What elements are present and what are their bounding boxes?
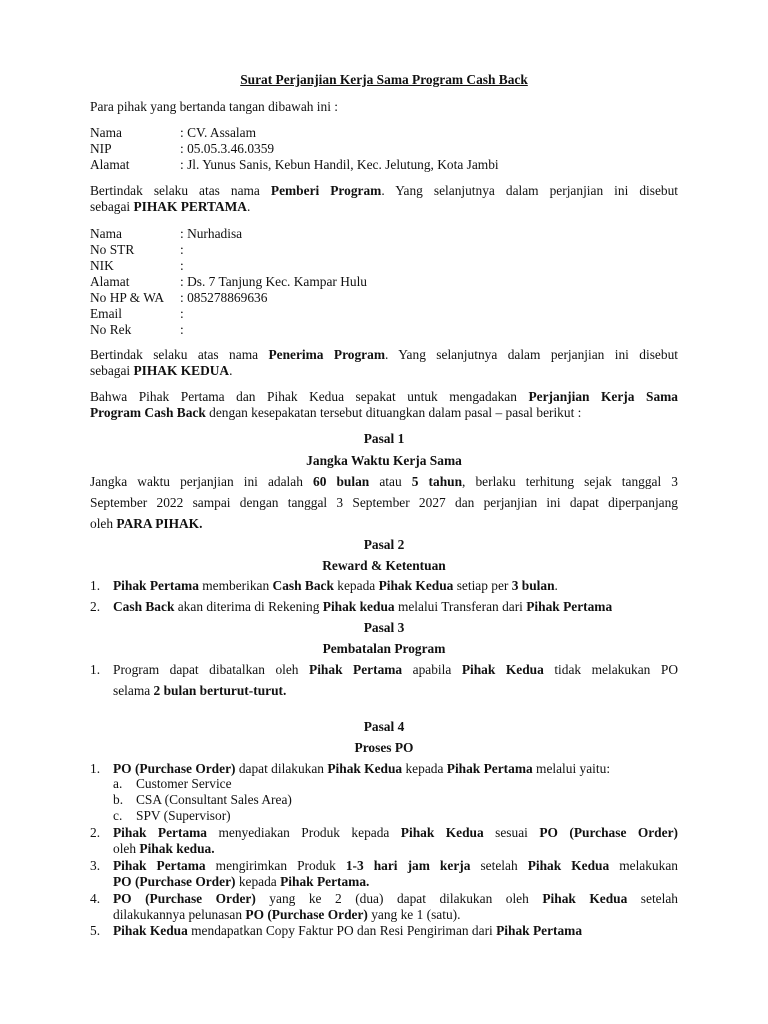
party2-row-phone bbox=[90, 290, 678, 306]
field-value: : bbox=[180, 306, 184, 321]
field-label: Nama bbox=[90, 125, 122, 140]
party1-row-name bbox=[90, 125, 678, 141]
field-value: : CV. Assalam bbox=[180, 125, 257, 140]
field-label: No HP & WA bbox=[90, 290, 165, 305]
intro-text: Para pihak yang bertanda tangan dibawah ini : bbox=[90, 99, 339, 114]
pasal3-item-1-cont: selama 2 bulan berturut-turut. bbox=[113, 683, 287, 698]
agreement-line-2: Program Cash Back dengan kesepakatan tersebut dituangkan dalam pasal – pasal berikut : bbox=[90, 405, 582, 420]
field-value: : 085278869636 bbox=[180, 290, 268, 305]
field-value: : bbox=[180, 322, 184, 337]
field-label: Email bbox=[90, 306, 122, 321]
pasal3-subheading: Pembatalan Program bbox=[322, 641, 446, 656]
pasal4-item-4-cont: dilakukannya pelunasan PO (Purchase Order) yang ke 1 (satu). bbox=[113, 907, 461, 922]
field-value: : Jl. Yunus Sanis, Kebun Handil, Kec. Jelutung, Kota Jambi bbox=[180, 157, 499, 172]
field-label: NIP bbox=[90, 141, 112, 156]
field-value: : 05.05.3.46.0359 bbox=[180, 141, 275, 156]
party2-row-name bbox=[90, 226, 678, 242]
pasal4-subitem-c: c. SPV (Supervisor) bbox=[113, 808, 231, 823]
pasal3-item-1: 1. Program dapat dibatalkan oleh Pihak Pertama apabila Pihak Kedua tidak melakukan PO bbox=[90, 662, 678, 677]
field-label: No Rek bbox=[90, 322, 132, 337]
party2-description-2: sebagai PIHAK KEDUA. bbox=[90, 363, 233, 378]
pasal2-item-1: 1. Pihak Pertama memberikan Cash Back kepada Pihak Kedua setiap per 3 bulan. bbox=[90, 578, 558, 593]
party2-row-nik bbox=[90, 258, 678, 274]
pasal2-subheading: Reward & Ketentuan bbox=[322, 558, 446, 573]
field-label: No STR bbox=[90, 242, 135, 257]
field-value: : bbox=[180, 258, 184, 273]
pasal1-line-2: September 2022 sampai dengan tanggal 3 September 2027 dan perjanjian ini dapat diperpanjang bbox=[90, 495, 678, 510]
field-value: : Nurhadisa bbox=[180, 226, 243, 241]
party2-row-account bbox=[90, 322, 678, 338]
party2-description: Bertindak selaku atas nama Penerima Program. Yang selanjutnya dalam perjanjian ini disebut bbox=[90, 347, 678, 362]
field-label: Alamat bbox=[90, 274, 130, 289]
party2-row-address bbox=[90, 274, 678, 290]
pasal4-item-4: 4. PO (Purchase Order) yang ke 2 (dua) dapat dilakukan oleh Pihak Kedua setelah bbox=[90, 891, 678, 906]
pasal1-line-3: oleh PARA PIHAK. bbox=[90, 516, 203, 531]
pasal4-item-2-cont: oleh Pihak kedua. bbox=[113, 841, 215, 856]
pasal2-item-2: 2. Cash Back akan diterima di Rekening Pihak kedua melalui Transferan dari Pihak Pertama bbox=[90, 599, 613, 614]
party1-description: Bertindak selaku atas nama Pemberi Program. Yang selanjutnya dalam perjanjian ini disebut bbox=[90, 183, 678, 198]
pasal4-item-5: 5. Pihak Kedua mendapatkan Copy Faktur PO dan Resi Pengiriman dari Pihak Pertama bbox=[90, 923, 583, 938]
pasal4-item-2: 2. Pihak Pertama menyediakan Produk kepada Pihak Kedua sesuai PO (Purchase Order) bbox=[90, 825, 678, 840]
party1-row-nip bbox=[90, 141, 678, 157]
pasal4-subitem-a: a. Customer Service bbox=[113, 776, 232, 791]
pasal1-line-1: Jangka waktu perjanjian ini adalah 60 bulan atau 5 tahun, berlaku terhitung sejak tanggal 3 bbox=[90, 474, 678, 489]
pasal4-subheading: Proses PO bbox=[354, 740, 414, 755]
pasal1-subheading: Jangka Waktu Kerja Sama bbox=[306, 453, 462, 468]
document-title: Surat Perjanjian Kerja Sama Program Cash Back bbox=[240, 72, 528, 87]
party2-row-str bbox=[90, 242, 678, 258]
party2-row-email bbox=[90, 306, 678, 322]
party1-row-address bbox=[90, 157, 678, 173]
field-label: Alamat bbox=[90, 157, 130, 172]
agreement-line-1: Bahwa Pihak Pertama dan Pihak Kedua sepakat untuk mengadakan Perjanjian Kerja Sama bbox=[90, 389, 678, 404]
pasal4-heading: Pasal 4 bbox=[363, 719, 405, 734]
field-label: Nama bbox=[90, 226, 122, 241]
field-value: : bbox=[180, 242, 184, 257]
pasal1-heading: Pasal 1 bbox=[363, 431, 405, 446]
pasal4-subitem-b: b. CSA (Consultant Sales Area) bbox=[113, 792, 292, 807]
party1-description-2: sebagai PIHAK PERTAMA. bbox=[90, 199, 251, 214]
field-value: : Ds. 7 Tanjung Kec. Kampar Hulu bbox=[180, 274, 367, 289]
field-label: NIK bbox=[90, 258, 114, 273]
pasal3-heading: Pasal 3 bbox=[363, 620, 405, 635]
pasal4-item-3-cont: PO (Purchase Order) kepada Pihak Pertama. bbox=[113, 874, 370, 889]
pasal4-item-1: 1. PO (Purchase Order) dapat dilakukan Pihak Kedua kepada Pihak Pertama melalui yaitu: bbox=[90, 761, 611, 776]
pasal4-item-3: 3. Pihak Pertama mengirimkan Produk 1-3 hari jam kerja setelah Pihak Kedua melakukan bbox=[90, 858, 678, 873]
pasal2-heading: Pasal 2 bbox=[363, 537, 405, 552]
